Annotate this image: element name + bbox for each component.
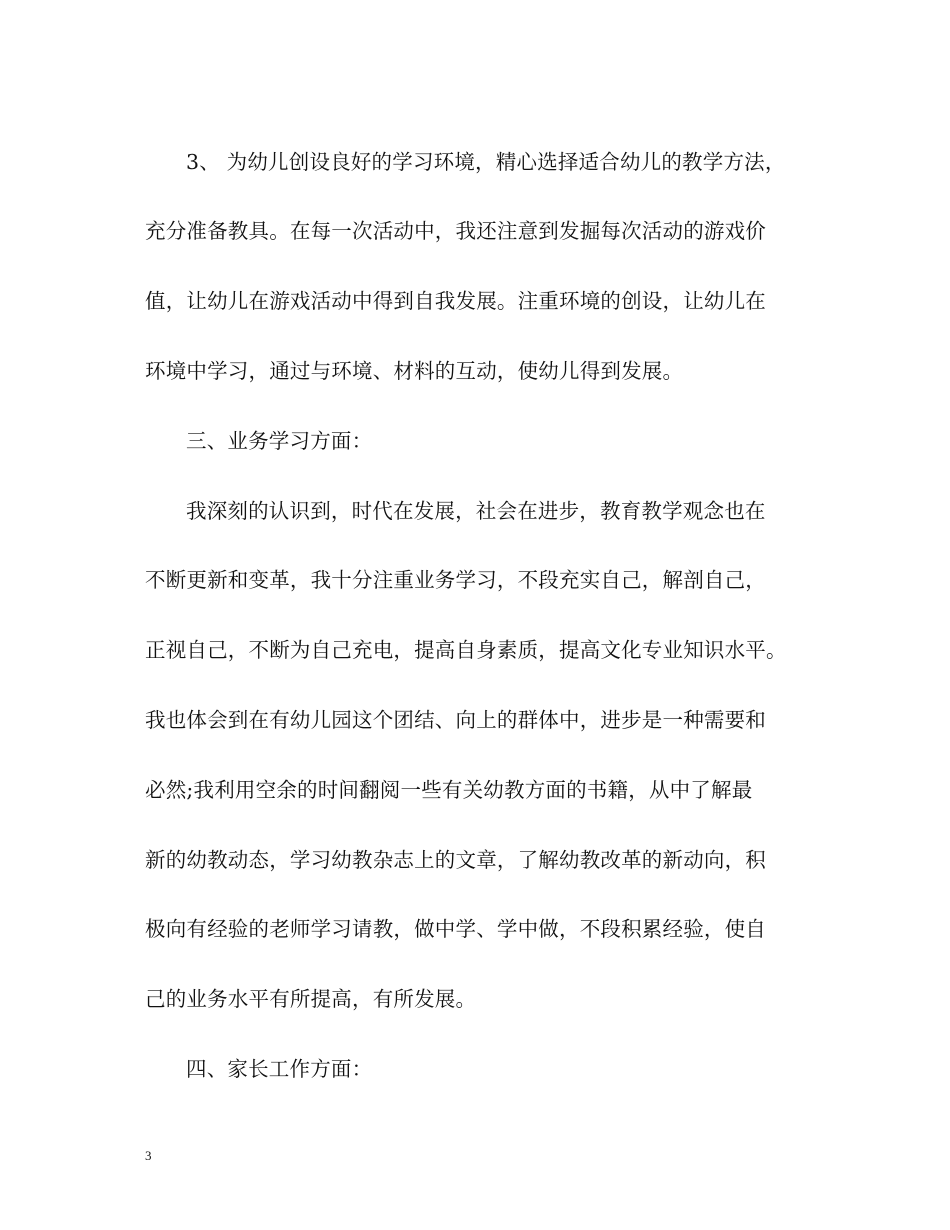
paragraph-line: 我也体会到在有幼儿园这个团结、向上的群体中，进步是一种需要和 [145, 708, 766, 732]
paragraph-line: 新的幼教动态，学习幼教杂志上的文章，了解幼教改革的新动向，积 [145, 848, 766, 872]
paragraph-line: 必然;我利用空余的时间翻阅一些有关幼教方面的书籍，从中了解最 [145, 778, 753, 802]
paragraph-line: 3、 为幼儿创设良好的学习环境，精心选择适合幼儿的教学方法， [186, 150, 786, 174]
paragraph-line: 我深刻的认识到，时代在发展，社会在进步，教育教学观念也在 [186, 499, 766, 523]
section-heading: 三、业务学习方面： [186, 429, 373, 453]
paragraph-line: 极向有经验的老师学习请教，做中学、学中做，不段积累经验，使自 [145, 917, 766, 941]
paragraph-line: 环境中学习，通过与环境、材料的互动，使幼儿得到发展。 [145, 359, 684, 383]
paragraph-line: 不断更新和变革，我十分注重业务学习，不段充实自己，解剖自己， [145, 568, 766, 592]
section-heading: 四、家长工作方面： [186, 1057, 373, 1081]
paragraph-line: 充分准备教具。在每一次活动中，我还注意到发掘每次活动的游戏价 [145, 219, 766, 243]
paragraph-line: 值，让幼儿在游戏活动中得到自我发展。注重环境的创设，让幼儿在 [145, 289, 766, 313]
paragraph-line: 己的业务水平有所提高，有所发展。 [145, 987, 477, 1011]
paragraph-line: 正视自己，不断为自己充电，提高自身素质，提高文化专业知识水平。 [145, 638, 787, 662]
page-number: 3 [145, 1148, 152, 1163]
